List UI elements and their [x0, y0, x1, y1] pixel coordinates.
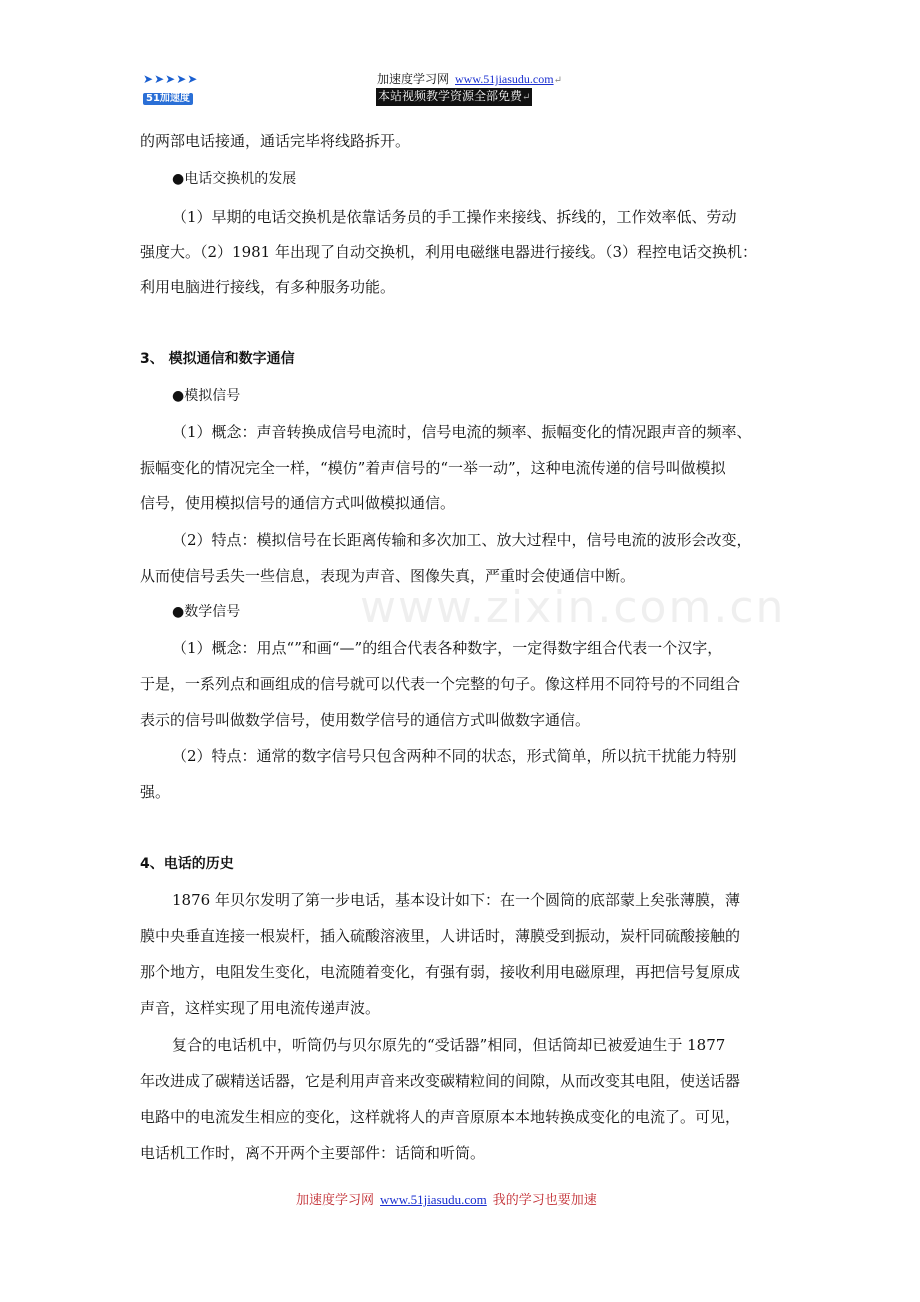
paragraph-line: （2）特点：模拟信号在长距离传输和多次加工、放大过程中，信号电流的波形会改变， — [172, 531, 752, 549]
paragraph-line: （1）早期的电话交换机是依靠话务员的手工操作来接线、拆线的，工作效率低、劳动 — [172, 208, 737, 226]
header-banner — [376, 88, 532, 106]
paragraph-line: 电路中的电流发生相应的变化，这样就将人的声音原原本本地转换成变化的电流了。可见， — [140, 1108, 741, 1126]
footer-site-name: 加速度学习网 — [296, 1193, 375, 1208]
paragraph-line: （1）概念：声音转换成信号电流时，信号电流的频率、振幅变化的情况跟声音的频率、 — [172, 423, 752, 441]
paragraph-line: 利用电脑进行接线，有多种服务功能。 — [140, 278, 396, 296]
paragraph-line: 于是，一系列点和画组成的信号就可以代表一个完整的句子。像这样用不同符号的不同组合 — [140, 675, 741, 693]
return-mark-icon: ↵ — [553, 75, 562, 86]
watermark: www.zixin.com.cn — [360, 582, 786, 633]
bullet-heading: ●模拟信号 — [172, 388, 241, 404]
paragraph-line: 强度大。（2）1981 年出现了自动交换机，利用电磁继电器进行接线。（3）程控电话交换机： — [140, 243, 758, 261]
footer-slogan: 我的学习也要加速 — [492, 1193, 597, 1208]
paragraph-line: 强。 — [140, 783, 171, 801]
footer-site-link[interactable]: www.51jiasudu.com — [380, 1192, 487, 1207]
paragraph-line: 电话机工作时，离不开两个主要部件：话筒和听筒。 — [140, 1144, 486, 1162]
header-site-name: 加速度学习网 — [377, 72, 450, 86]
paragraph-line: （1）概念：用点“”和画“—”的组合代表各种数字，一定得数字组合代表一个汉字， — [172, 639, 723, 657]
header-site-link[interactable]: www.51jiasudu.com — [455, 72, 554, 86]
header-banner-text: 本站视频教学资源全部免费 — [378, 89, 523, 103]
bullet-heading: ●电话交换机的发展 — [172, 171, 297, 187]
header-line — [377, 72, 562, 88]
paragraph-line: 年改进成了碳精送话器，它是利用声音来改变碳精粒间的间隙，从而改变其电阻，使送话器 — [140, 1072, 741, 1090]
paragraph-line: 复合的电话机中，听筒仍与贝尔原先的“受话器”相同，但话筒却已被爱迪生于 1877 — [172, 1036, 726, 1054]
paragraph-line: 从而使信号丢失一些信息，表现为声音、图像失真，严重时会使通信中断。 — [140, 567, 636, 585]
paragraph-line: 表示的信号叫做数学信号，使用数学信号的通信方式叫做数字通信。 — [140, 711, 591, 729]
section-heading: 3、 模拟通信和数字通信 — [140, 351, 295, 367]
section-heading: 4、电话的历史 — [140, 856, 234, 872]
return-mark-icon: ↵ — [522, 92, 531, 103]
paragraph-line: 声音，这样实现了用电流传递声波。 — [140, 999, 381, 1017]
footer — [296, 1192, 597, 1209]
site-logo — [143, 72, 209, 104]
paragraph-line: 信号，使用模拟信号的通信方式叫做模拟通信。 — [140, 494, 456, 512]
paragraph-line: 1876 年贝尔发明了第一步电话，基本设计如下：在一个圆筒的底部蒙上矣张薄膜，薄 — [172, 891, 740, 909]
paragraph-line: 的两部电话接通，通话完毕将线路拆开。 — [140, 132, 411, 150]
logo-text: 51加速度 — [143, 93, 193, 105]
bullet-heading: ●数学信号 — [172, 604, 241, 620]
paragraph-line: 膜中央垂直连接一根炭杆，插入硫酸溶液里，人讲话时，薄膜受到振动，炭杆同硫酸接触的 — [140, 927, 741, 945]
paragraph-line: 那个地方，电阻发生变化，电流随着变化，有强有弱，接收利用电磁原理，再把信号复原成 — [140, 963, 741, 981]
paragraph-line: 振幅变化的情况完全一样，“模仿”着声信号的“一举一动”，这种电流传递的信号叫做模拟 — [140, 459, 726, 477]
arrows-icon: ➤ ➤ ➤ ➤ ➤ — [143, 72, 198, 86]
paragraph-line: （2）特点：通常的数字信号只包含两种不同的状态，形式简单，所以抗干扰能力特别 — [172, 747, 737, 765]
